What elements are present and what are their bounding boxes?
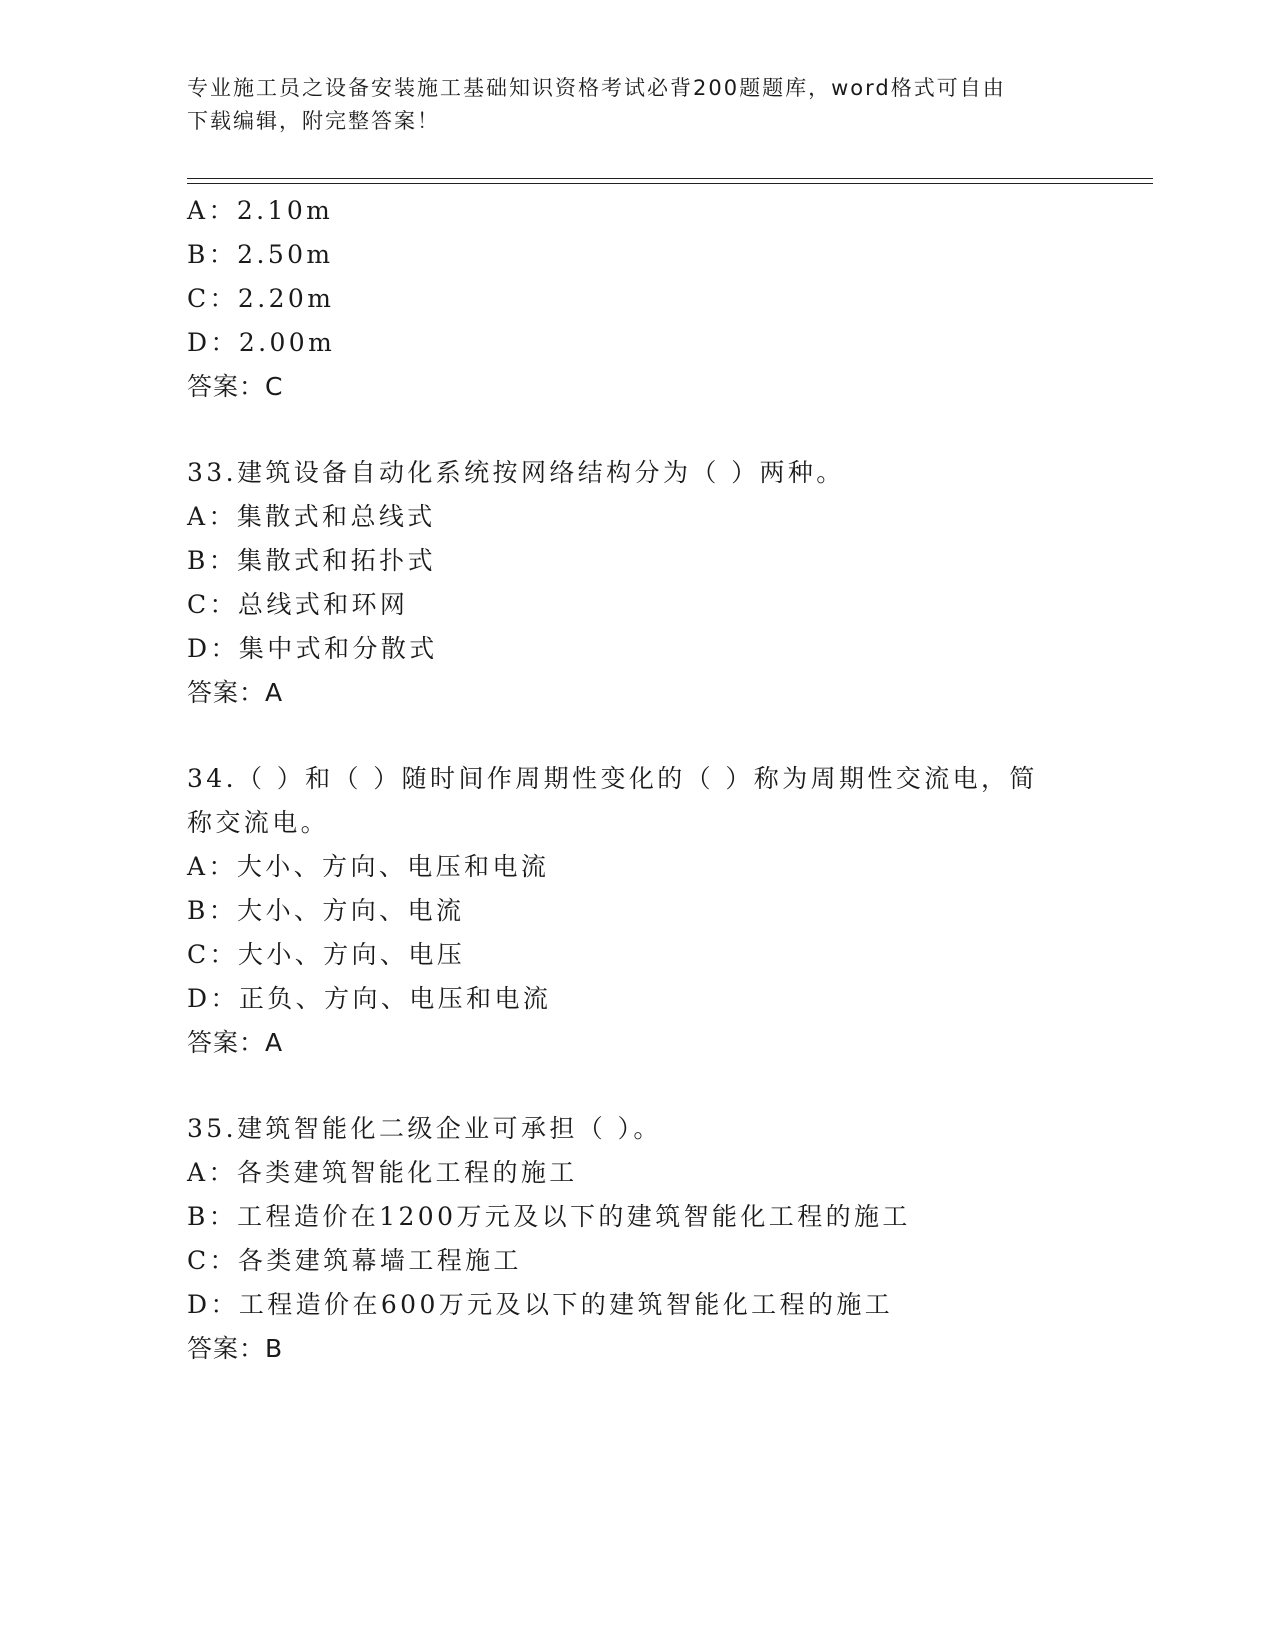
header-divider-top [187, 178, 1153, 179]
q32-option-c: C：2.20m [187, 284, 335, 313]
q33-option-d: D：集中式和分散式 [187, 634, 438, 663]
q35-option-a: A：各类建筑智能化工程的施工 [187, 1158, 578, 1187]
q33-question: 33.建筑设备自动化系统按网络结构分为（ ）两种。 [187, 458, 845, 487]
q34-question-line-1: 34.（ ）和（ ）随时间作周期性变化的（ ）称为周期性交流电，简 [187, 764, 1038, 793]
header-divider-bottom [187, 183, 1153, 184]
q34-option-c: C：大小、方向、电压 [187, 940, 466, 969]
q34-option-a: A：大小、方向、电压和电流 [187, 852, 550, 881]
q35-question: 35.建筑智能化二级企业可承担（ ）。 [187, 1114, 662, 1143]
header-line-1: 专业施工员之设备安装施工基础知识资格考试必背200题题库，word格式可自由 [187, 76, 1006, 100]
q34-answer: 答案：A [187, 1028, 284, 1057]
q33-option-c: C：总线式和环网 [187, 590, 409, 619]
q34-question-line-2: 称交流电。 [187, 808, 330, 837]
q34-option-b: B：大小、方向、电流 [187, 896, 465, 925]
q35-option-c: C：各类建筑幕墙工程施工 [187, 1246, 522, 1275]
header-line-2: 下载编辑，附完整答案！ [187, 109, 440, 133]
q35-option-d: D：工程造价在600万元及以下的建筑智能化工程的施工 [187, 1290, 894, 1319]
q32-option-d: D：2.00m [187, 328, 336, 357]
q33-answer: 答案：A [187, 678, 284, 707]
q35-answer: 答案：B [187, 1334, 284, 1363]
q35-option-b: B：工程造价在1200万元及以下的建筑智能化工程的施工 [187, 1202, 911, 1231]
q32-answer: 答案：C [187, 372, 284, 401]
q34-option-d: D：正负、方向、电压和电流 [187, 984, 552, 1013]
q33-option-a: A：集散式和总线式 [187, 502, 436, 531]
q32-option-b: B：2.50m [187, 240, 334, 269]
q33-option-b: B：集散式和拓扑式 [187, 546, 436, 575]
document-header [187, 72, 1087, 138]
q32-option-a: A：2.10m [187, 196, 334, 225]
